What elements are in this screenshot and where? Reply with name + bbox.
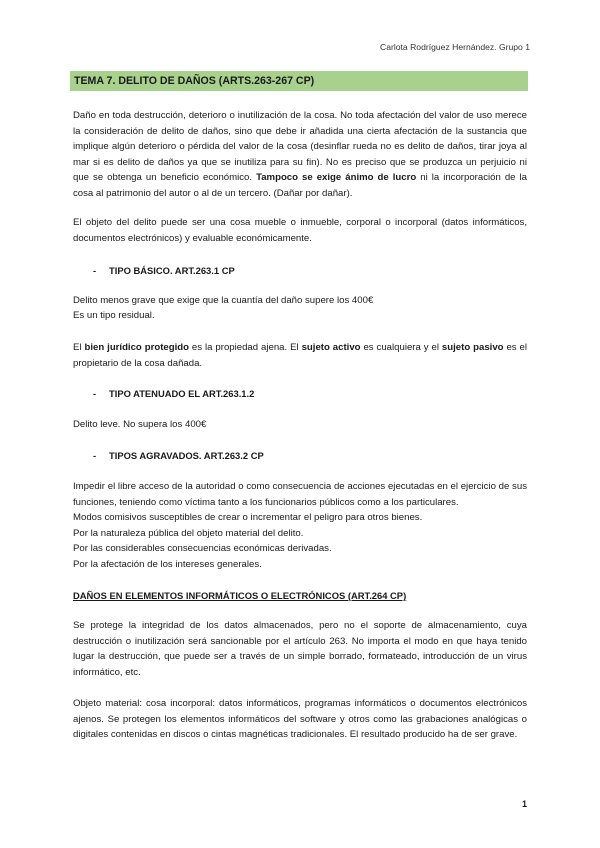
heading-tipo-atenuado-text: TIPO ATENUADO EL ART.263.1.2 bbox=[109, 388, 255, 399]
bj-bold-2: sujeto activo bbox=[301, 342, 361, 353]
heading-tipos-agravados: - TIPOS AGRAVADOS. ART.263.2 CP bbox=[93, 450, 264, 461]
heading-tipos-agravados-text: TIPOS AGRAVADOS. ART.263.2 CP bbox=[109, 450, 264, 461]
intro-text-2: ni la incorporación de la cosa al patrimonio del autor o al de un tercero. (Dañar por dañar). bbox=[73, 172, 527, 199]
objeto-paragraph: El objeto del delito puede ser una cosa mueble o inmueble, corporal o incorporal (datos informáticos, documentos electrónicos) y evaluable económicamente. bbox=[73, 217, 527, 244]
intro-paragraph bbox=[73, 108, 527, 201]
bj-text-2: es la propiedad ajena. El bbox=[188, 342, 302, 353]
heading-tipo-basico: - TIPO BÁSICO. ART.263.1 CP bbox=[93, 265, 235, 276]
bj-text-3: es cualquiera y el bbox=[360, 342, 442, 353]
heading-tipo-basico-text: TIPO BÁSICO. ART.263.1 CP bbox=[109, 265, 235, 276]
bj-bold-3: sujeto pasivo bbox=[441, 342, 504, 353]
intro-bold: Tampoco se exige ánimo de lucro bbox=[256, 172, 417, 183]
heading-tipo-atenuado: - TIPO ATENUADO EL ART.263.1.2 bbox=[93, 388, 255, 399]
agravados-line-3: Por las considerables consecuencias económicas derivadas. bbox=[73, 543, 332, 554]
intro-text-1: Daño en toda destrucción, deterioro o inutilización de la cosa. No toda afectación del valor de uso merece la consideración de delito de daños, sino que debe ir añadida una cierta afectación de la sustancia que implique algún deterioro o pérdida del valor de la cosa (desinflar rueda no es delito de daños, tirar joya al mar si es delito de daños ya que se inutiliza para su fin). No es preciso que se produzca un perjuicio ni que se obtenga un beneficio económico. bbox=[73, 110, 527, 183]
chapter-title: TEMA 7. DELITO DE DAÑOS (ARTS.263-267 CP) bbox=[70, 71, 528, 91]
agravados-line-1: Modos comisivos susceptibles de crear o incrementar el peligro para otros bienes. bbox=[73, 512, 423, 523]
agravados-line-2: Por la naturaleza pública del objeto material del delito. bbox=[73, 528, 304, 539]
page-number: 1 bbox=[521, 799, 527, 809]
heading-informaticos: DAÑOS EN ELEMENTOS INFORMÁTICOS O ELECTRÓNICOS (ART.264 CP) bbox=[73, 590, 407, 601]
bj-bold-1: bien jurídico protegido bbox=[84, 342, 189, 353]
tipo-atenuado-text: Delito leve. No supera los 400€ bbox=[73, 419, 207, 430]
agravados-paragraph: Impedir el libre acceso de la autoridad o como consecuencia de acciones ejecutadas en el ejercicio de sus funciones, teniendo como víctima tanto a los funcionarios públicos como a los particulares. bbox=[73, 481, 527, 508]
bj-text-1: El bbox=[73, 342, 85, 353]
bj-text-4: es el propietario de la cosa dañada. bbox=[73, 342, 528, 369]
tipo-basico-line-2: Es un tipo residual. bbox=[73, 310, 155, 321]
page-header-author: Carlota Rodríguez Hernández. Grupo 1 bbox=[380, 42, 530, 52]
informaticos-paragraph-2: Objeto material: cosa incorporal: datos informáticos, programas informáticos o documentos electrónicos ajenos. Se protegen los elementos informáticos del software y otros como las grabaciones analógicas o digitales contenidas en discos o cintas magnéticas tradicionales. El resultado producido ha de ser grave. bbox=[73, 698, 527, 740]
bien-juridico-paragraph bbox=[73, 340, 527, 371]
tipo-basico-line-1: Delito menos grave que exige que la cuantía del daño supere los 400€ bbox=[73, 295, 374, 306]
agravados-line-4: Por la afectación de los intereses generales. bbox=[73, 559, 262, 570]
informaticos-paragraph-1: Se protege la integridad de los datos almacenados, pero no el soporte de almacenamiento, cuya destrucción o inutilización será sancionable por el artículo 263. No importa el modo en que haya tenido lugar la destrucción, que puede ser a través de un simple borrado, formateado, introducción de un virus informático, etc. bbox=[73, 620, 527, 678]
